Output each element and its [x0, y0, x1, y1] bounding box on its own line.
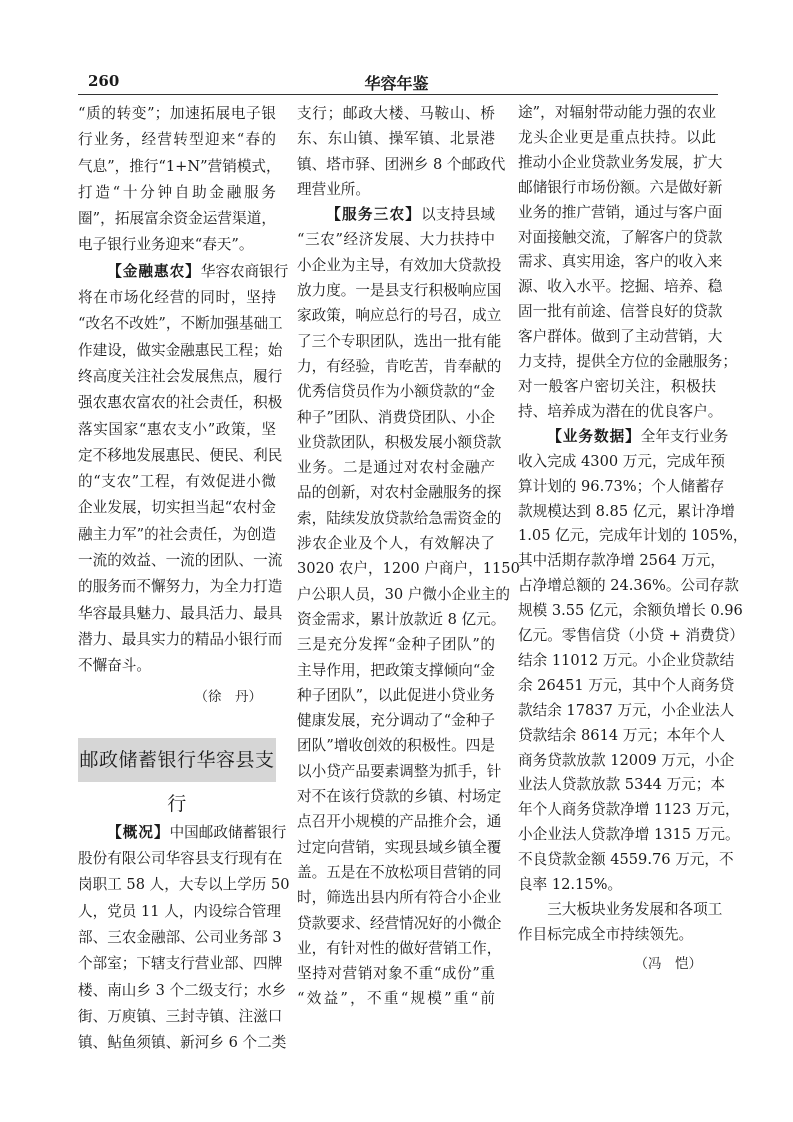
paragraph	[78, 259, 289, 680]
text-line: 种子”团队、消费贷团队、小企	[297, 408, 495, 426]
text-line: 算计划的 96.73%；个人储蓄存	[518, 477, 725, 495]
text-line: 定不移地发展惠民、便民、利民	[78, 446, 283, 464]
text-line: 业贷款团队，积极发展小额贷款	[297, 433, 502, 451]
text-line: 对一般客户密切关注，积极扶	[518, 377, 716, 395]
text-line: 规模 3.55 亿元，余额负增长 0.96	[518, 602, 743, 620]
text-line: 力，有经验，肯吃苦，肯奉献的	[297, 357, 502, 375]
text-line: 电子银行业务迎来“春天”。	[78, 236, 254, 254]
paragraph-first-line	[78, 259, 289, 285]
text-line: 一流的效益、一流的团队、一流	[78, 552, 283, 570]
text-line: 街、万庾镇、三封寺镇、注滋口	[78, 1007, 283, 1025]
text-line: 持、培养成为潜在的优良客户。	[518, 402, 723, 420]
text-line: 落实国家“惠农支小”政策，坚	[78, 420, 276, 438]
text-line: 占净增总额的 24.36%。公司存款	[518, 577, 739, 595]
author-signature: （冯 恺）	[634, 955, 702, 972]
text-line: 商务贷款放款 12009 万元，小企	[518, 751, 735, 769]
header-rule	[78, 94, 718, 95]
text-line: 气息”，推行“1+N”营销模式，	[78, 157, 281, 175]
paragraph	[518, 898, 723, 948]
text-line: “三农”经济发展、大力扶持中	[297, 231, 495, 249]
text-line: 需求、真实用途，客户的收入来	[518, 253, 723, 271]
paragraph-lead-heading: 【概况】	[107, 823, 170, 841]
text-line: 三是充分发挥“金种子团队”的	[297, 636, 495, 654]
text-line: 业务。二是通过对农村金融产	[297, 459, 495, 477]
text-line: 涉农企业及个人，有效解决了	[297, 535, 495, 553]
page-number: 260	[88, 72, 120, 90]
paragraph-first-line	[518, 425, 729, 450]
text-line: 点召开小规模的产品推介会，通	[297, 813, 502, 831]
text-line: 贷款结余 8614 万元；本年个人	[518, 726, 725, 744]
text-line: 品的创新，对农村金融服务的探	[297, 484, 502, 502]
text-line: 融主力军”的社会责任，为创造	[78, 525, 276, 543]
text-line: 以小贷产品要素调整为抓手，针	[297, 762, 502, 780]
text-line: 客户群体。做到了主动营销，大	[518, 328, 723, 346]
text-line: “改名不改姓”，不断加强基础工	[78, 315, 283, 333]
column-3	[518, 101, 748, 977]
text-line: 不良贷款金额 4559.76 万元，不	[518, 851, 734, 869]
section-heading: 邮政储蓄银行华容县支行	[78, 738, 276, 782]
text-line: 贷款要求、经营情况好的小微企	[297, 914, 502, 932]
text-line: 将在市场化经营的同时，坚持	[78, 289, 276, 307]
text-line: 圈”，拓展富余资金运营渠道，	[78, 210, 276, 228]
column-1	[78, 101, 290, 1057]
paragraph-first-line	[297, 202, 495, 227]
paragraph	[518, 425, 748, 898]
text-line: 种子团队”，以此促进小贷业务	[297, 686, 495, 704]
text-line: 其中活期存款净增 2564 万元，	[518, 552, 725, 570]
paragraph	[518, 101, 737, 425]
text-line: 力支持，提供全方位的金融服务；	[518, 353, 737, 371]
column-2	[297, 101, 520, 1012]
text-line: 优秀信贷员作为小额贷款的“金	[297, 383, 495, 401]
text-line: 业务的推广营销，通过与客户面	[518, 203, 723, 221]
text-line: 人，党员 11 人，内设综合管理	[78, 902, 281, 920]
paragraph-lead-heading: 【服务三农】	[326, 206, 422, 224]
line-text: 华容农商银行	[200, 262, 289, 280]
text-line: 对不在该行贷款的乡镇、村场定	[297, 788, 502, 806]
text-line: 资金需求，累计放款近 8 亿元。	[297, 610, 506, 628]
text-line: 理营业所。	[297, 180, 370, 198]
paragraph	[297, 202, 520, 1012]
text-line: 余 26451 万元，其中个人商务贷	[518, 676, 735, 694]
text-line: 作目标完成全市持续领先。	[518, 925, 694, 943]
text-line: 强农惠农富农的社会责任，积极	[78, 394, 283, 412]
text-line: 打造“十分钟自助金融服务	[78, 183, 276, 201]
author-signature: （徐 丹）	[194, 688, 262, 705]
text-line: 途”，对辐射带动能力强的农业	[518, 104, 716, 121]
text-line: 支行；邮政大楼、马鞍山、桥	[297, 105, 495, 122]
paragraph-first-line	[78, 820, 287, 846]
text-line: 业法人贷款放款 5344 万元；本	[518, 776, 725, 794]
text-line: 个部室；下辖支行营业部、四牌	[78, 955, 283, 973]
paragraph-lead-heading: 【业务数据】	[547, 427, 641, 445]
text-line: 3020 农户，1200 户商户，1150	[297, 560, 520, 578]
text-line: 1.05 亿元，完成年计划的 105%，	[518, 527, 748, 545]
text-line: 楼、南山乡 3 个二级支行；水乡	[78, 981, 287, 999]
paragraph-first-line	[518, 898, 723, 923]
text-line: 收入完成 4300 万元，完成年预	[518, 452, 725, 470]
text-line: 过定向营销，实现县域乡镇全覆	[297, 838, 502, 856]
running-title: 华容年鉴	[364, 74, 429, 93]
text-line: 款规模达到 8.85 亿元，累计净增	[518, 502, 735, 520]
text-line: 源、收入水平。挖掘、培养、稳	[518, 278, 723, 296]
text-line: 索，陆续发放贷款给急需资金的	[297, 509, 502, 527]
text-line: 镇、鲇鱼须镇、新河乡 6 个二类	[78, 1034, 287, 1052]
text-line: 坚持对营销对象不重“成份”重	[297, 965, 495, 983]
paragraph-lead-heading: 【金融惠农】	[107, 262, 201, 280]
text-line: 结余 11012 万元。小企业贷款结	[518, 651, 735, 669]
text-line: 小企业为主导，有效加大贷款投	[297, 256, 502, 274]
text-line: “效益”，不重“规模”重“前	[297, 990, 495, 1008]
text-line: 小企业法人贷款净增 1315 万元。	[518, 826, 740, 844]
paragraph	[78, 101, 281, 259]
text-line: 部、三农金融部、公司业务部 3	[78, 929, 282, 947]
text-line: 的“支农”工程，有效促进小微	[78, 473, 276, 491]
text-line: 健康发展，充分调动了“金种子	[297, 712, 495, 730]
line-text: 中国邮政储蓄银行	[169, 823, 287, 841]
text-line: 推动小企业贷款业务发展，扩大	[518, 153, 723, 171]
text-line: 亿元。零售信贷（小贷 + 消费贷）	[518, 627, 744, 645]
text-line: 股份有限公司华容县支行现有在	[78, 850, 283, 868]
text-line: “质的转变”；加速拓展电子银	[78, 105, 276, 122]
text-line: 行业务，经营转型迎来“春的	[78, 131, 276, 149]
text-line: 款结余 17837 万元，小企业法人	[518, 701, 735, 719]
line-text: 三大板块业务发展和各项工	[547, 901, 723, 918]
text-line: 不懈奋斗。	[78, 657, 151, 675]
text-line: 镇、塔市驿、团洲乡 8 个邮政代	[297, 155, 506, 173]
paragraph	[78, 820, 290, 1057]
text-line: 邮储银行市场份额。六是做好新	[518, 178, 723, 196]
text-line: 了三个专职团队，选出一批有能	[297, 332, 502, 350]
text-line: 对面接触交流，了解客户的贷款	[518, 228, 723, 246]
text-line: 企业发展，切实担当起“农村金	[78, 499, 276, 517]
text-line: 固一批有前途、信誉良好的贷款	[518, 303, 723, 321]
text-line: 作建设，做实金融惠民工程；始	[78, 341, 283, 359]
text-line: 时，筛选出县内所有符合小企业	[297, 889, 502, 907]
text-line: 龙头企业更是重点扶持。以此	[518, 128, 716, 146]
text-line: 主导作用，把政策支撑倾向“金	[297, 661, 495, 679]
paragraph	[297, 101, 506, 202]
text-line: 业，有针对性的做好营销工作，	[297, 939, 502, 957]
line-text: 以支持县域	[421, 206, 495, 224]
text-line: 东、东山镇、操军镇、北景港	[297, 130, 495, 148]
text-line: 年个人商务贷款净增 1123 万元，	[518, 801, 740, 819]
text-line: 潜力、最具实力的精品小银行而	[78, 630, 283, 648]
text-line: 团队”增收创效的积极性。四是	[297, 737, 495, 755]
text-line: 良率 12.15%。	[518, 876, 623, 894]
text-line: 户公职人员，30 户微小企业主的	[297, 585, 510, 603]
text-line: 的服务而不懈努力，为全力打造	[78, 578, 283, 596]
text-line: 盖。五是在不放松项目营销的同	[297, 863, 502, 881]
text-line: 放力度。一是县支行积极响应国	[297, 282, 502, 300]
text-line: 终高度关注社会发展焦点，履行	[78, 367, 283, 385]
text-line: 华容最具魅力、最具活力、最具	[78, 604, 283, 622]
line-text: 全年支行业务	[640, 427, 729, 445]
text-line: 岗职工 58 人，大专以上学历 50	[78, 876, 290, 894]
text-line: 家政策，响应总行的号召，成立	[297, 307, 502, 325]
